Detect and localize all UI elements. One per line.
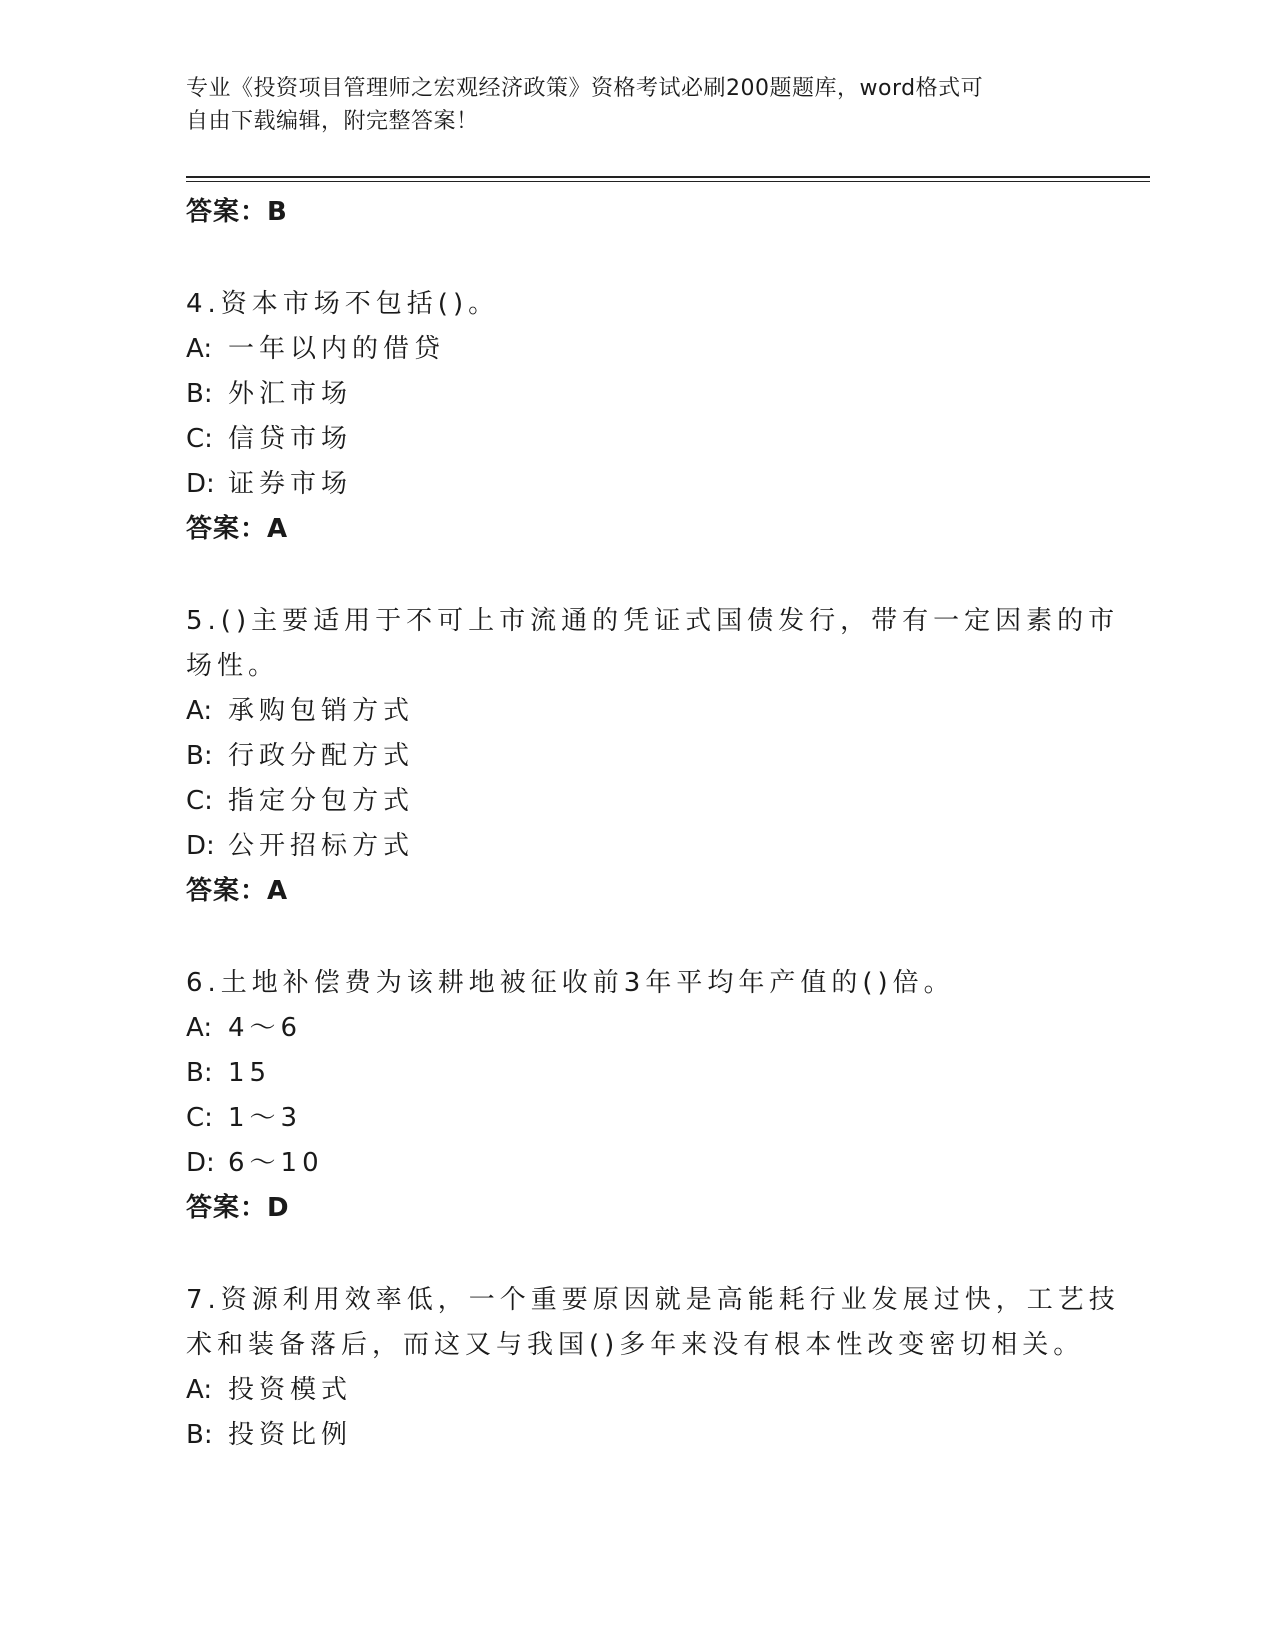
option-letter: D: bbox=[186, 469, 215, 499]
question-list bbox=[186, 190, 1120, 1458]
question-text: 7.资源利用效率低，一个重要原因就是高能耗行业发展过快，工艺技 bbox=[186, 1285, 1120, 1315]
answer-line: 答案：A bbox=[186, 876, 289, 906]
option-text: 6～10 bbox=[228, 1148, 324, 1178]
option-text: 信贷市场 bbox=[228, 424, 353, 454]
block-gap bbox=[186, 1231, 1086, 1278]
answer-option bbox=[186, 689, 1086, 734]
answer-option bbox=[186, 1051, 1086, 1096]
answer-line: 答案：D bbox=[186, 1193, 290, 1223]
option-letter: B: bbox=[186, 1058, 213, 1088]
option-letter: C: bbox=[186, 786, 213, 816]
option-letter: A: bbox=[186, 334, 213, 364]
block-gap bbox=[186, 914, 1086, 961]
option-letter: A: bbox=[186, 1375, 213, 1405]
option-text: 承购包销方式 bbox=[228, 696, 415, 726]
option-text: 指定分包方式 bbox=[228, 786, 415, 816]
answer-option bbox=[186, 1141, 1086, 1186]
option-letter: C: bbox=[186, 424, 213, 454]
question-text: 术和装备落后，而这又与我国()多年来没有根本性改变密切相关。 bbox=[186, 1330, 1085, 1360]
header-line-1: 专业《投资项目管理师之宏观经济政策》资格考试必刷200题题库，word格式可 bbox=[186, 76, 984, 101]
answer-option bbox=[186, 372, 1086, 417]
header-rule-thick bbox=[186, 176, 1150, 178]
option-letter: A: bbox=[186, 1013, 213, 1043]
option-letter: B: bbox=[186, 379, 213, 409]
option-text: 投资比例 bbox=[228, 1420, 353, 1450]
answer-line: 答案：B bbox=[186, 197, 288, 227]
document-header bbox=[186, 72, 1066, 138]
question-text: 4.资本市场不包括()。 bbox=[186, 289, 500, 319]
answer-option bbox=[186, 824, 1086, 869]
header-line-2: 自由下载编辑，附完整答案！ bbox=[186, 109, 479, 134]
option-text: 外汇市场 bbox=[228, 379, 353, 409]
block-gap bbox=[186, 235, 1086, 282]
question-text: 6.土地补偿费为该耕地被征收前3年平均年产值的()倍。 bbox=[186, 968, 955, 998]
question-text: 5.()主要适用于不可上市流通的凭证式国债发行，带有一定因素的市 bbox=[186, 606, 1120, 636]
header-rule-thin bbox=[186, 181, 1150, 182]
answer-option bbox=[186, 417, 1086, 462]
answer-option bbox=[186, 1006, 1086, 1051]
option-text: 一年以内的借贷 bbox=[228, 334, 446, 364]
option-letter: D: bbox=[186, 1148, 215, 1178]
answer-option bbox=[186, 1413, 1086, 1458]
block-gap bbox=[186, 552, 1086, 599]
answer-option bbox=[186, 1096, 1086, 1141]
answer-option bbox=[186, 1368, 1086, 1413]
answer-option bbox=[186, 779, 1086, 824]
option-text: 投资模式 bbox=[228, 1375, 353, 1405]
option-text: 公开招标方式 bbox=[228, 831, 415, 861]
answer-option bbox=[186, 462, 1086, 507]
answer-option bbox=[186, 327, 1086, 372]
option-letter: C: bbox=[186, 1103, 213, 1133]
option-text: 行政分配方式 bbox=[228, 741, 415, 771]
option-letter: B: bbox=[186, 741, 213, 771]
option-text: 证券市场 bbox=[228, 469, 353, 499]
question-text: 场性。 bbox=[186, 651, 280, 681]
option-letter: B: bbox=[186, 1420, 213, 1450]
option-text: 15 bbox=[228, 1058, 272, 1088]
answer-option bbox=[186, 734, 1086, 779]
option-text: 4～6 bbox=[228, 1013, 303, 1043]
answer-line: 答案：A bbox=[186, 514, 289, 544]
option-letter: D: bbox=[186, 831, 215, 861]
option-letter: A: bbox=[186, 696, 213, 726]
option-text: 1～3 bbox=[228, 1103, 303, 1133]
